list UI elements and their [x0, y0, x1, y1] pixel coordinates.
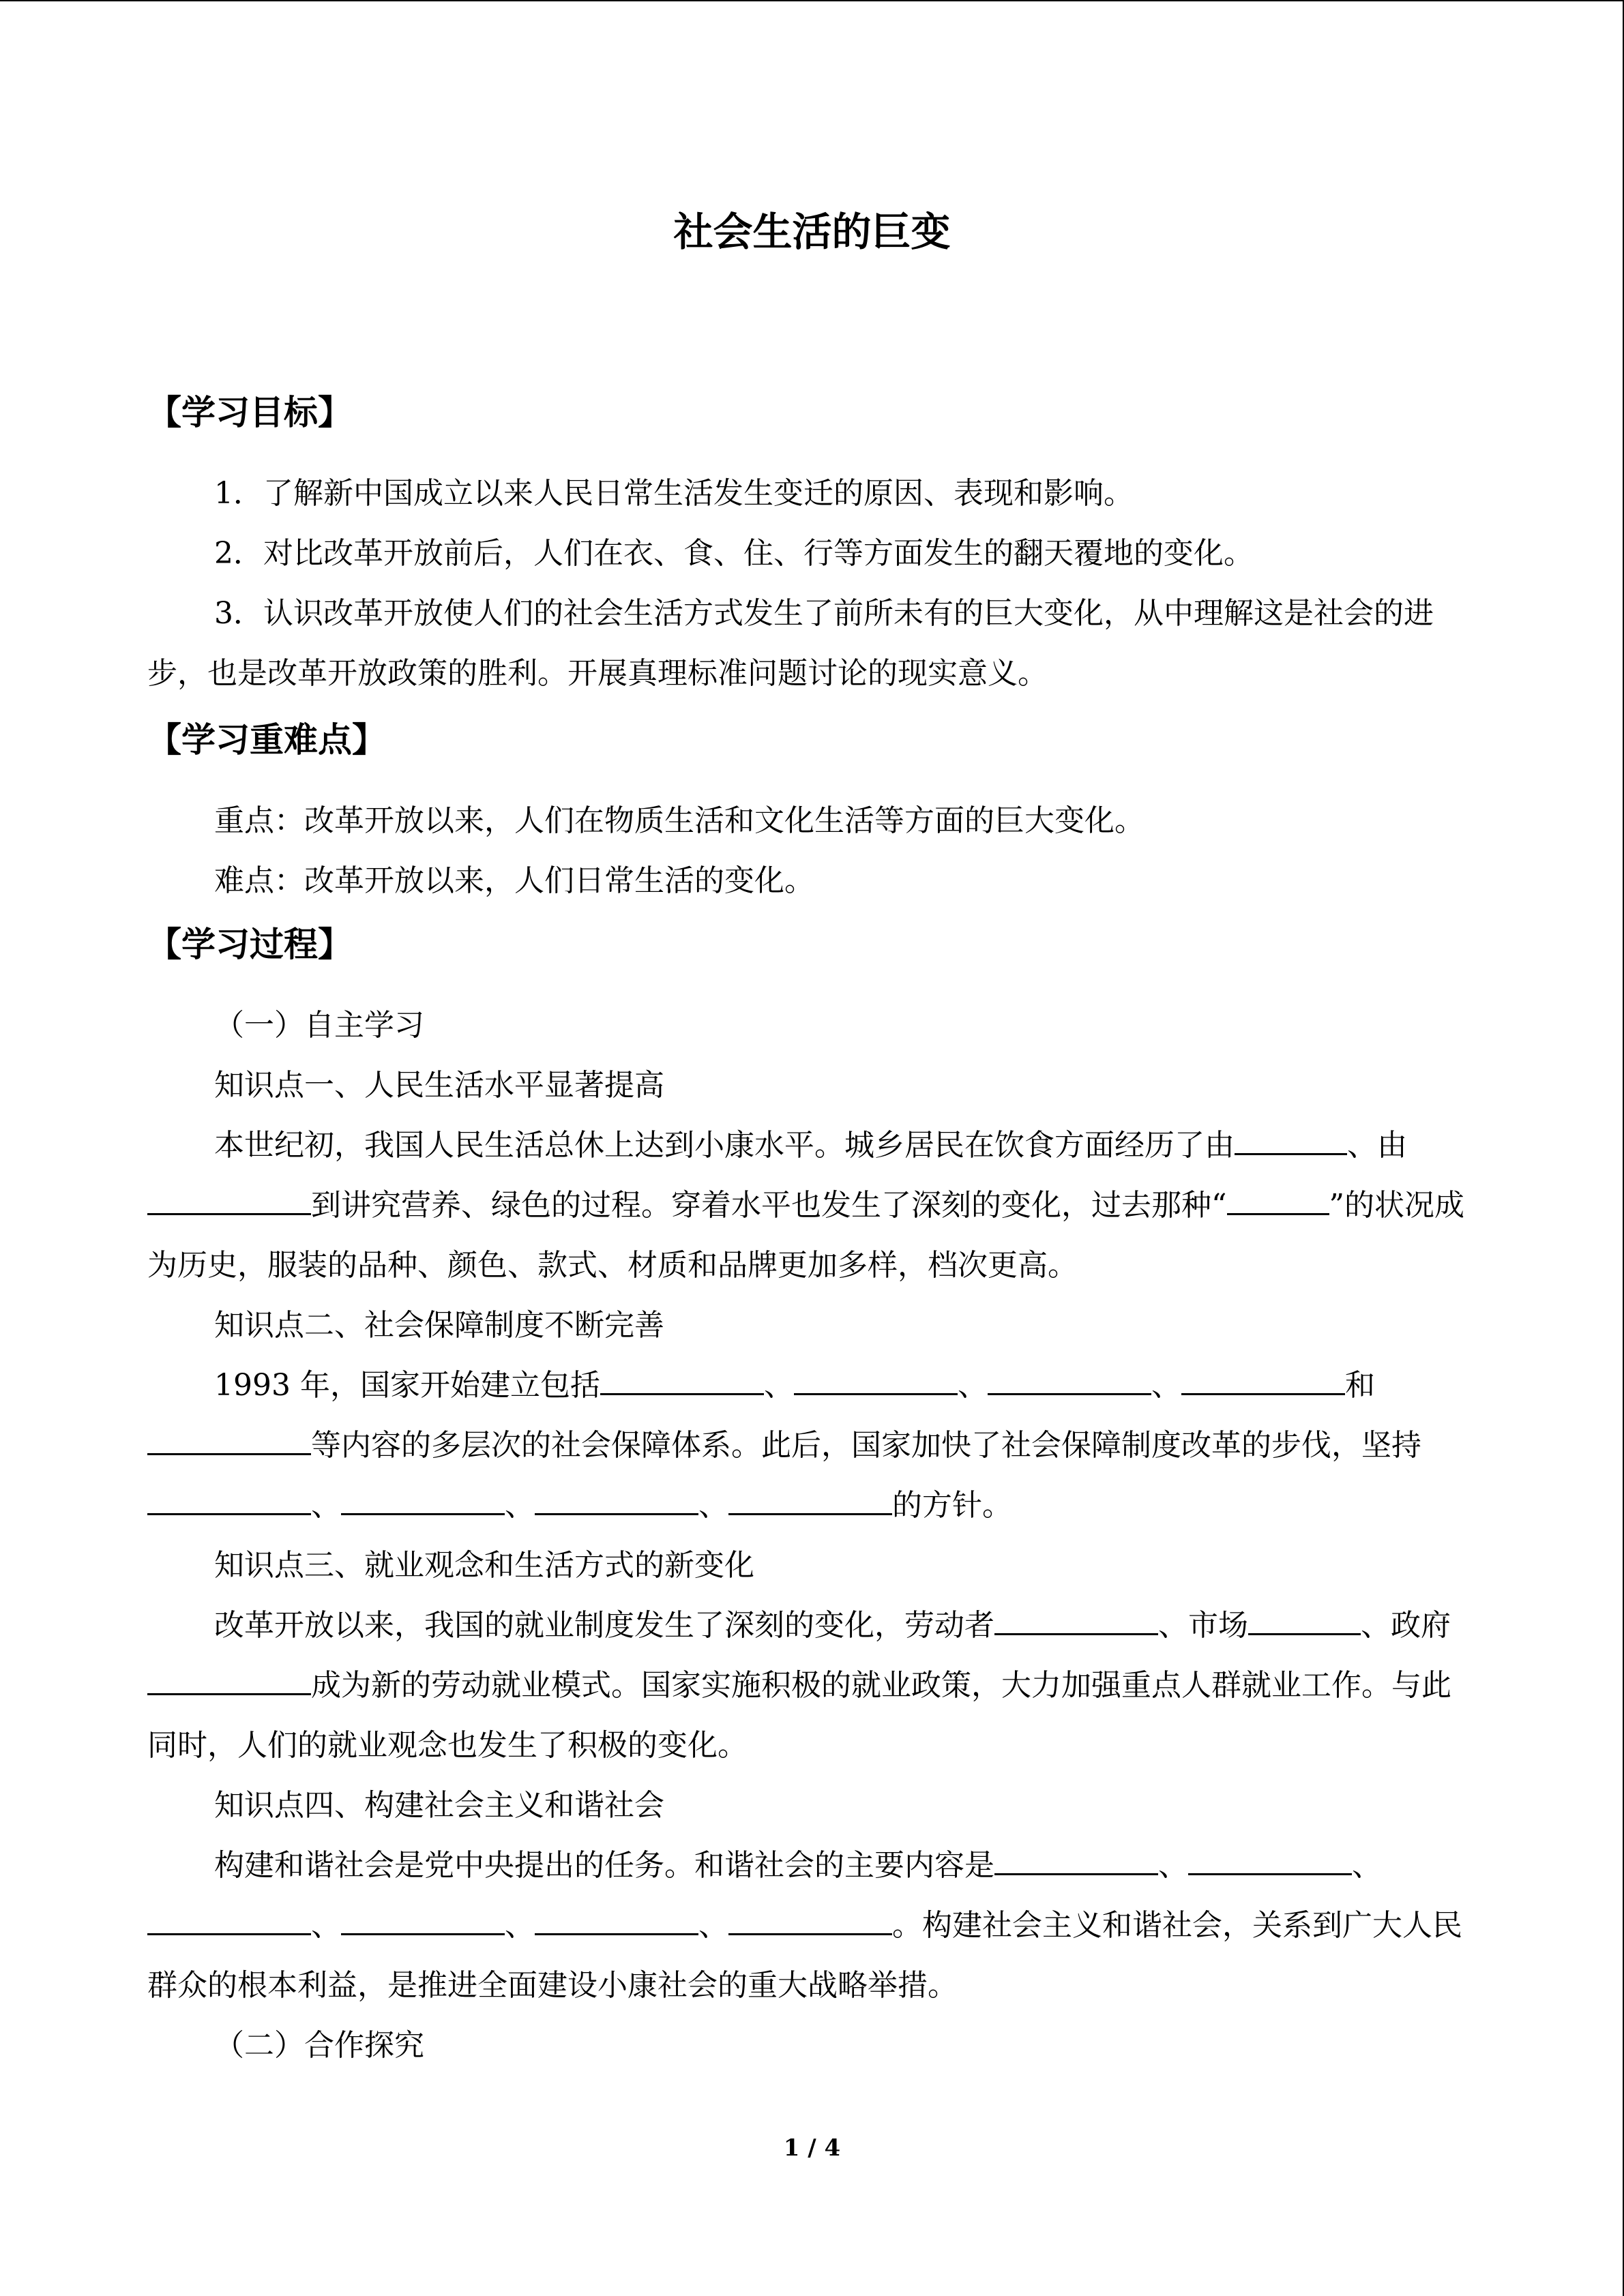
page-number: 1 / 4: [783, 2134, 841, 2162]
blank: [1188, 1845, 1352, 1875]
blank: [794, 1365, 958, 1395]
kp1-title: 知识点一、人民生活水平显著提高: [214, 1068, 664, 1103]
part-cooperative-inquiry: （二）合作探究: [214, 2028, 424, 2063]
blank: [994, 1845, 1158, 1875]
blank: [1181, 1365, 1345, 1395]
blank: [535, 1485, 698, 1515]
blank: [600, 1365, 764, 1395]
heading-objectives: 【学习目标】: [147, 393, 352, 432]
blank: [1227, 1184, 1329, 1215]
blank: [147, 1425, 311, 1455]
heading-key-points: 【学习重难点】: [147, 720, 386, 760]
objective-3: 3．认识改革开放使人们的社会生活方式发生了前所未有的巨大变化，从中理解这是社会的进步，也是改革开放政策的胜利。开展真理标准问题讨论的现实意义。: [147, 596, 1434, 691]
objective-2: 2．对比改革开放前后，人们在衣、食、住、行等方面发生的翻天覆地的变化。: [214, 536, 1254, 571]
blank: [994, 1605, 1158, 1635]
kp3-paragraph: 改革开放以来，我国的就业制度发生了深刻的变化，劳动者 、市场 、政府成为新的劳动就业模式。国家实施积极的就业政策，大力加强重点人群就业工作。与此同时，人们的就业观念也发生了积极的变化。: [147, 1596, 1474, 1776]
part-self-study: （一）自主学习: [214, 1008, 424, 1043]
blank: [535, 1905, 698, 1935]
difficult-point: 难点：改革开放以来，人们日常生活的变化。: [214, 863, 814, 898]
blank: [988, 1365, 1151, 1395]
heading-process: 【学习过程】: [147, 925, 352, 964]
blank: [1235, 1124, 1347, 1155]
blank: [147, 1905, 311, 1935]
kp4-title: 知识点四、构建社会主义和谐社会: [214, 1788, 664, 1823]
key-point: 重点：改革开放以来，人们在物质生活和文化生活等方面的巨大变化。: [214, 803, 1145, 838]
kp3-title: 知识点三、就业观念和生活方式的新变化: [214, 1548, 754, 1583]
blank: [147, 1665, 311, 1695]
kp2-title: 知识点二、社会保障制度不断完善: [214, 1308, 664, 1343]
kp4-paragraph: 构建和谐社会是党中央提出的任务。和谐社会的主要内容是 、 、、 、 、 。构建社会主义和谐社会，关系到广大人民群众的根本利益，是推进全面建设小康社会的重大战略举措。: [147, 1836, 1474, 2016]
objective-1: 1．了解新中国成立以来人民日常生活发生变迁的原因、表现和影响。: [214, 476, 1134, 511]
blank: [147, 1485, 311, 1515]
page-title: 社会生活的巨变: [673, 209, 951, 255]
kp1-paragraph: 本世纪初，我国人民生活总休上达到小康水平。城乡居民在饮食方面经历了由 、由到讲究营养、绿色的过程。穿着水平也发生了深刻的变化，过去那种“ ”的状况成为历史，服装的品种、颜色、款式、材质和品牌更加多样，档次更高。: [147, 1116, 1474, 1296]
blank: [341, 1905, 505, 1935]
kp2-paragraph: 1993 年，国家开始建立包括 、 、 、 和等内容的多层次的社会保障体系。此后，国家加快了社会保障制度改革的步伐，坚持、 、 、 的方针。: [147, 1356, 1474, 1536]
blank: [728, 1905, 892, 1935]
blank: [1248, 1605, 1361, 1635]
blank: [147, 1184, 311, 1215]
blank: [728, 1485, 892, 1515]
blank: [341, 1485, 505, 1515]
